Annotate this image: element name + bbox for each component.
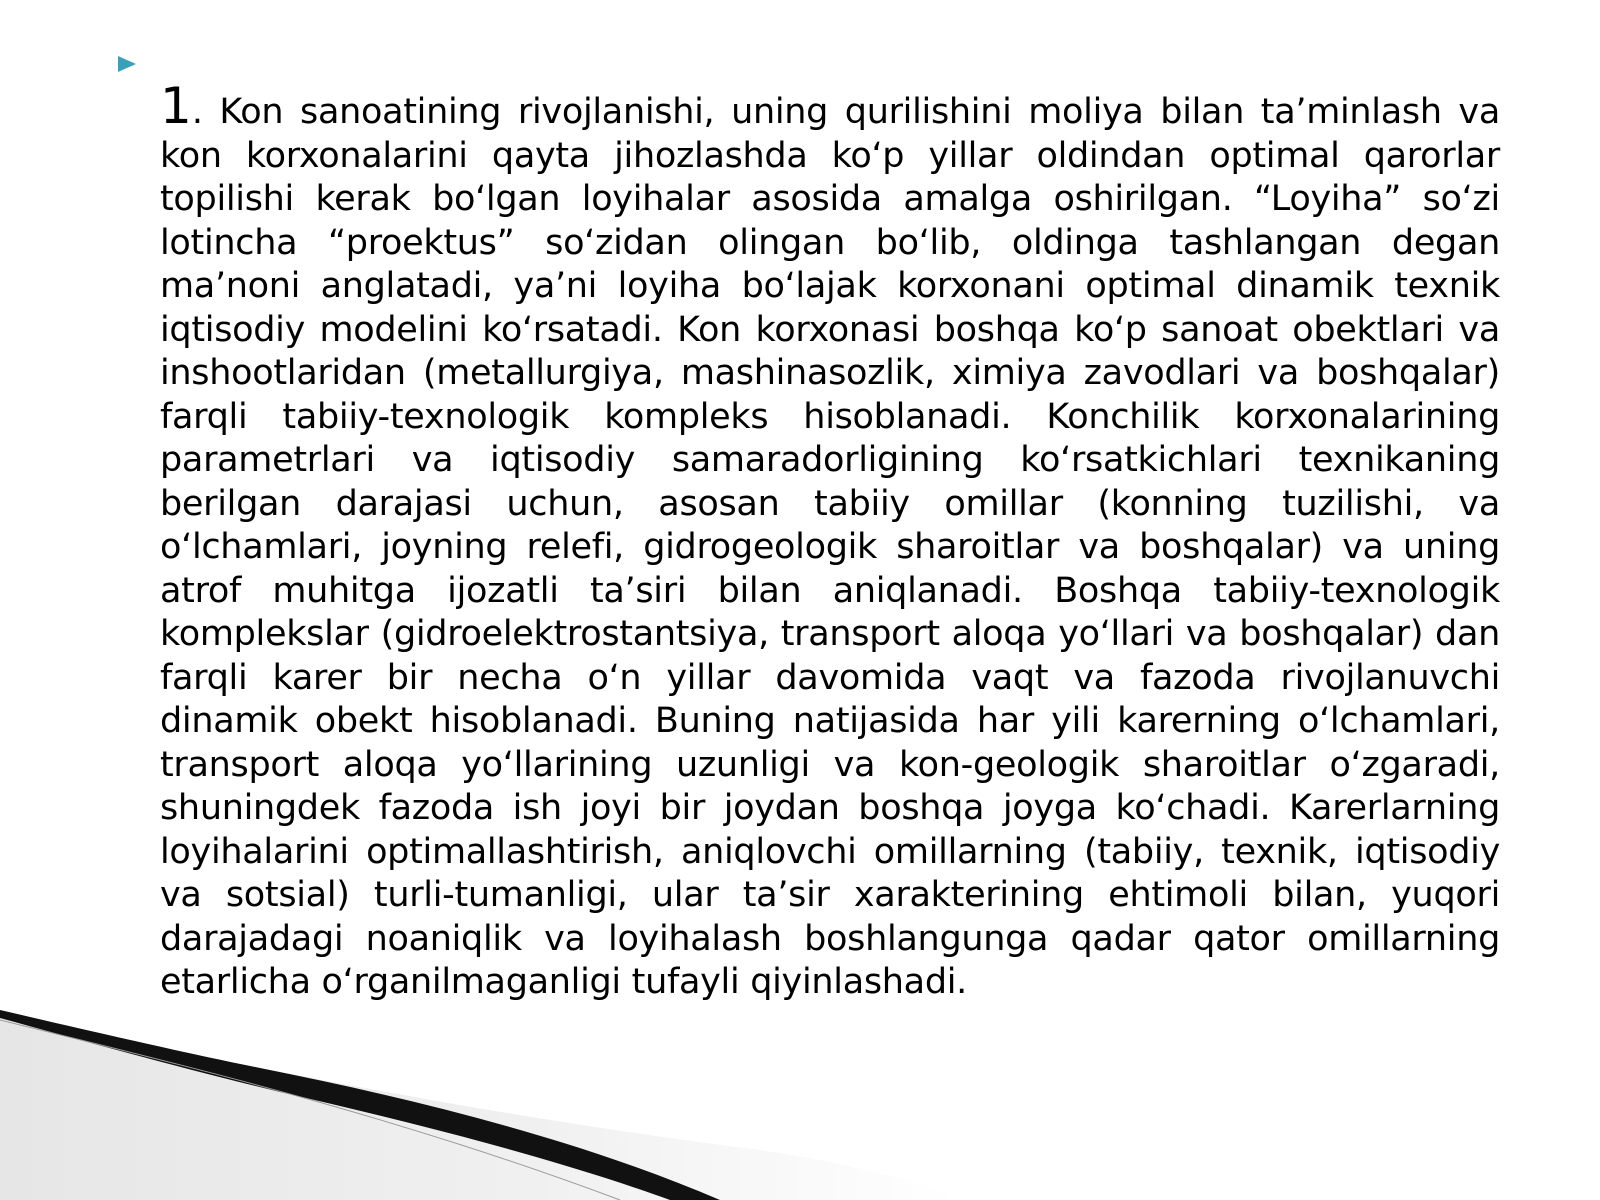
triangle-bullet-icon — [118, 56, 136, 72]
bottom-panel-shape — [0, 1012, 960, 1200]
paragraph-number: 1 — [160, 77, 192, 135]
body-paragraph — [160, 77, 1500, 1005]
paragraph-text: . Kon sanoatining rivojlanishi, uning qurilishini moliya bilan ta’minlash va kon korxonalarini qayta jihozlashda ko‘p yillar oldindan optimal qarorlar topilishi kerak bo‘lgan loyihalar asosida amalga oshirilgan. “Loyiha” so‘zi lotincha “proektus” so‘zidan olingan bo‘lib, oldinga tashlangan degan ma’noni anglatadi, ya’ni loyiha bo‘lajak korxonani optimal dinamik texnik iqtisodiy modelini ko‘rsatadi. Kon korxonasi boshqa ko‘p sanoat obektlari va inshootlaridan (metallurgiya, mashinasozlik, ximiya zavodlari va boshqalar) farqli tabiiy-texnologik kompleks hisoblanadi. Konchilik korxonalarining parametrlari va iqtisodiy samaradorligining ko‘rsatkichlari texnikaning berilgan darajasi uchun, asosan tabiiy omillar (konning tuzilishi, va o‘lchamlari, joyning relefi, gidrogeologik sharoitlar va boshqalar) va uning atrof muhitga ijozatli ta’siri bilan aniqlanadi. Boshqa tabiiy-texnologik komplekslar (gidroelektrostantsiya, transport aloqa yo‘llari va boshqalar) dan farqli karer bir necha o‘n yillar davomida vaqt va fazoda rivojlanuvchi dinamik obekt hisoblanadi. Buning natijasida har yili karerning o‘lchamlari, transport aloqa yo‘llarining uzunligi va kon-geologik sharoitlar o‘zgaradi, shuningdek fazoda ish joyi bir joydan boshqa joyga ko‘chadi. Karerlarning loyihalarini optimallashtirish, aniqlovchi omillarning (tabiiy, texnik, iqtisodiy va sotsial) turli-tumanligi, ular ta’sir xarakterining ehtimoli bilan, yuqori darajadagi noaniqlik va loyihalash boshlangunga qadar qator omillarning etarlicha o‘rganilmaganligi tufayli qiyinlashadi. — [160, 92, 1500, 1002]
